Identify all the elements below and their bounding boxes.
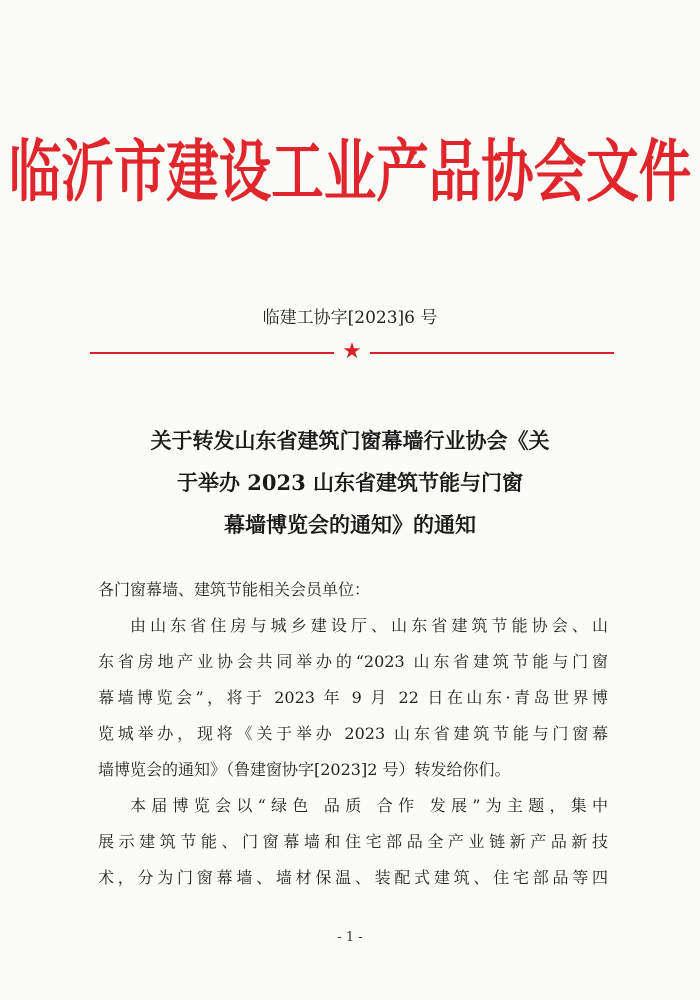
paragraph-line: 幕墙博览会”，将于 2023 年 9 月 22 日在山东·青岛世界博 xyxy=(98,688,608,707)
paragraph-line: 东省房地产业协会共同举办的“2023 山东省建筑节能与门窗 xyxy=(98,652,608,671)
divider-line-left xyxy=(90,352,334,354)
org-header-title: 临沂市建设工业产品协会文件 xyxy=(8,131,692,212)
notice-body xyxy=(98,572,608,896)
salutation: 各门窗幕墙、建筑节能相关会员单位： xyxy=(98,580,371,599)
paragraph-line: 览城举办，现将《关于举办 2023 山东省建筑节能与门窗幕 xyxy=(98,724,608,743)
title-line: 幕墙博览会的通知》的通知 xyxy=(224,512,476,537)
paragraph-1 xyxy=(98,608,608,788)
paragraph-line: 术，分为门窗幕墙、墙材保温、装配式建筑、住宅部品等四 xyxy=(98,868,608,887)
notice-title xyxy=(60,420,640,546)
title-line: 于举办 2023 山东省建筑节能与门窗 xyxy=(176,470,524,495)
page-number: - 1 - xyxy=(337,930,363,945)
red-divider xyxy=(90,339,614,364)
paragraph-2 xyxy=(98,788,608,896)
paragraph-line: 墙博览会的通知》（鲁建窗协字[2023]2 号）转发给你们。 xyxy=(98,760,511,779)
star-icon: ★ xyxy=(342,339,362,364)
paragraph-line: 本届博览会以“绿色 品质 合作 发展”为主题，集中 xyxy=(130,796,608,815)
document-number: 临建工协字[2023]6 号 xyxy=(262,308,438,328)
paragraph-line: 展示建筑节能、门窗幕墙和住宅部品全产业链新产品新技 xyxy=(98,832,608,851)
paragraph-line: 由山东省住房与城乡建设厅、山东省建筑节能协会、山 xyxy=(130,616,608,635)
title-line: 关于转发山东省建筑门窗幕墙行业协会《关 xyxy=(150,428,550,453)
divider-line-right xyxy=(370,352,614,354)
